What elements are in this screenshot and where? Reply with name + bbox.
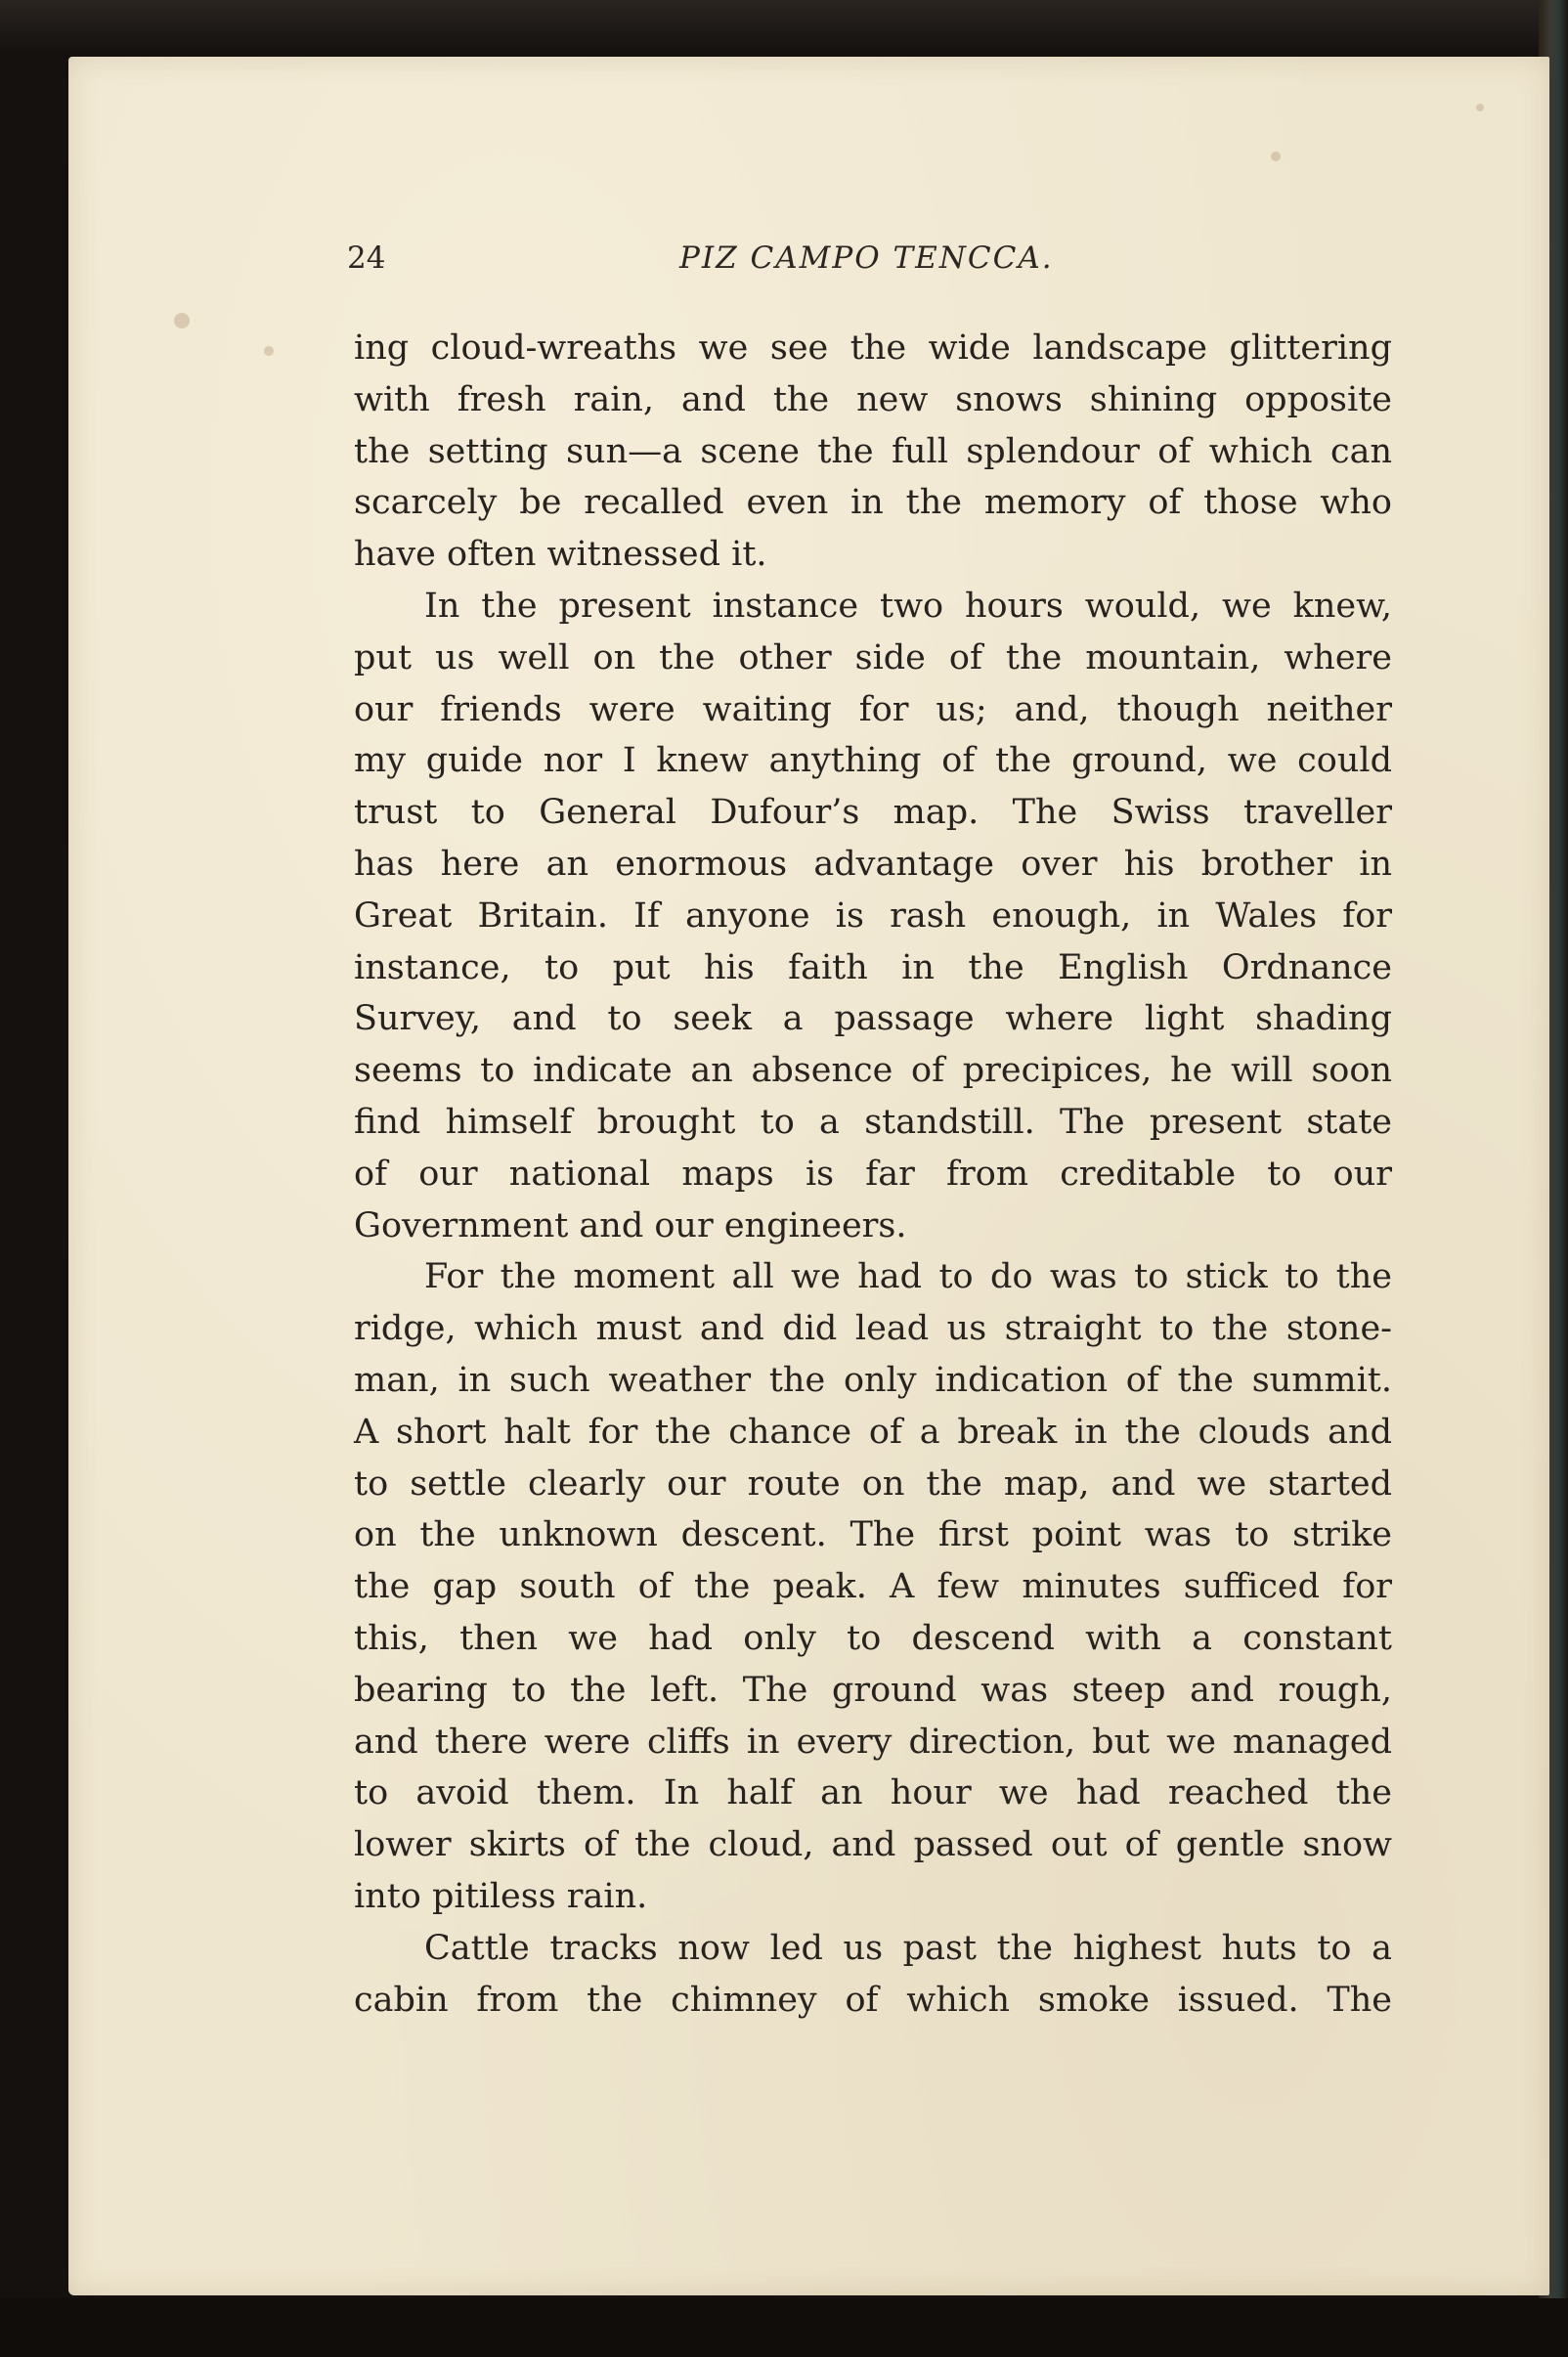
text-line: trust to General Dufour’s map. The Swiss traveller [354,793,1392,833]
text-line: cabin from the chimney of which smoke issued. The [354,1980,1392,2020]
text-line: the setting sun—a scene the full splendour of which can [354,431,1392,471]
body-text [354,323,1392,2026]
text-line: bearing to the left. The ground was steep and rough, [354,1670,1392,1710]
text-line: In the present instance two hours would, we knew, [424,586,1392,626]
text-line: scarcely be recalled even in the memory of those who [354,483,1392,523]
text-line: and there were cliffs in every direction, but we managed [354,1722,1392,1762]
scan-bottom-edge [0,2298,1568,2357]
scan-top-edge [0,0,1568,51]
text-line: Great Britain. If anyone is rash enough, in Wales for [354,895,1392,936]
text-line: lower skirts of the cloud, and passed out of gentle snow [354,1825,1392,1865]
text-line: have often witnessed it. [354,535,767,575]
text-line: has here an enormous advantage over his brother in [354,844,1392,884]
text-line: with fresh rain, and the new snows shining opposite [354,379,1392,419]
foxing-spot [1271,152,1281,161]
text-line: our friends were waiting for us; and, though neither [354,689,1392,729]
text-line: Cattle tracks now led us past the highest huts to a [424,1928,1392,1968]
text-line: to avoid them. In half an hour we had reached the [354,1773,1392,1813]
page-number: 24 [347,240,386,276]
text-line: man, in such weather the only indication of the summit. [354,1360,1392,1400]
text-line: ridge, which must and did lead us straight to the stone- [354,1309,1392,1349]
text-line: instance, to put his faith in the English Ordnance [354,947,1392,987]
text-line: the gap south of the peak. A few minutes sufficed for [354,1567,1392,1607]
text-line: For the moment all we had to do was to stick to the [424,1257,1392,1297]
text-line: on the unknown descent. The first point was to strike [354,1515,1392,1555]
text-line: to settle clearly our route on the map, and we started [354,1463,1392,1504]
text-line: this, then we had only to descend with a constant [354,1618,1392,1658]
page-header [347,240,1393,284]
text-line: Government and our engineers. [354,1205,907,1245]
text-line: seems to indicate an absence of precipices, he will soon [354,1051,1392,1091]
text-line: Survey, and to seek a passage where light shading [354,999,1392,1039]
foxing-spot [264,346,274,356]
foxing-spot [1476,104,1484,111]
text-line: ing cloud-wreaths we see the wide landscape glittering [354,328,1392,368]
running-title: PIZ CAMPO TENCCA. [679,240,1054,276]
text-line: put us well on the other side of the mountain, where [354,637,1392,677]
text-line: my guide nor I knew anything of the ground, we could [354,741,1392,781]
text-line: A short halt for the chance of a break in the clouds and [354,1412,1392,1452]
foxing-spot [174,313,190,328]
text-line: find himself brought to a standstill. The present state [354,1102,1392,1142]
text-line: into pitiless rain. [354,1876,648,1916]
text-line: of our national maps is far from creditable to our [354,1154,1392,1194]
